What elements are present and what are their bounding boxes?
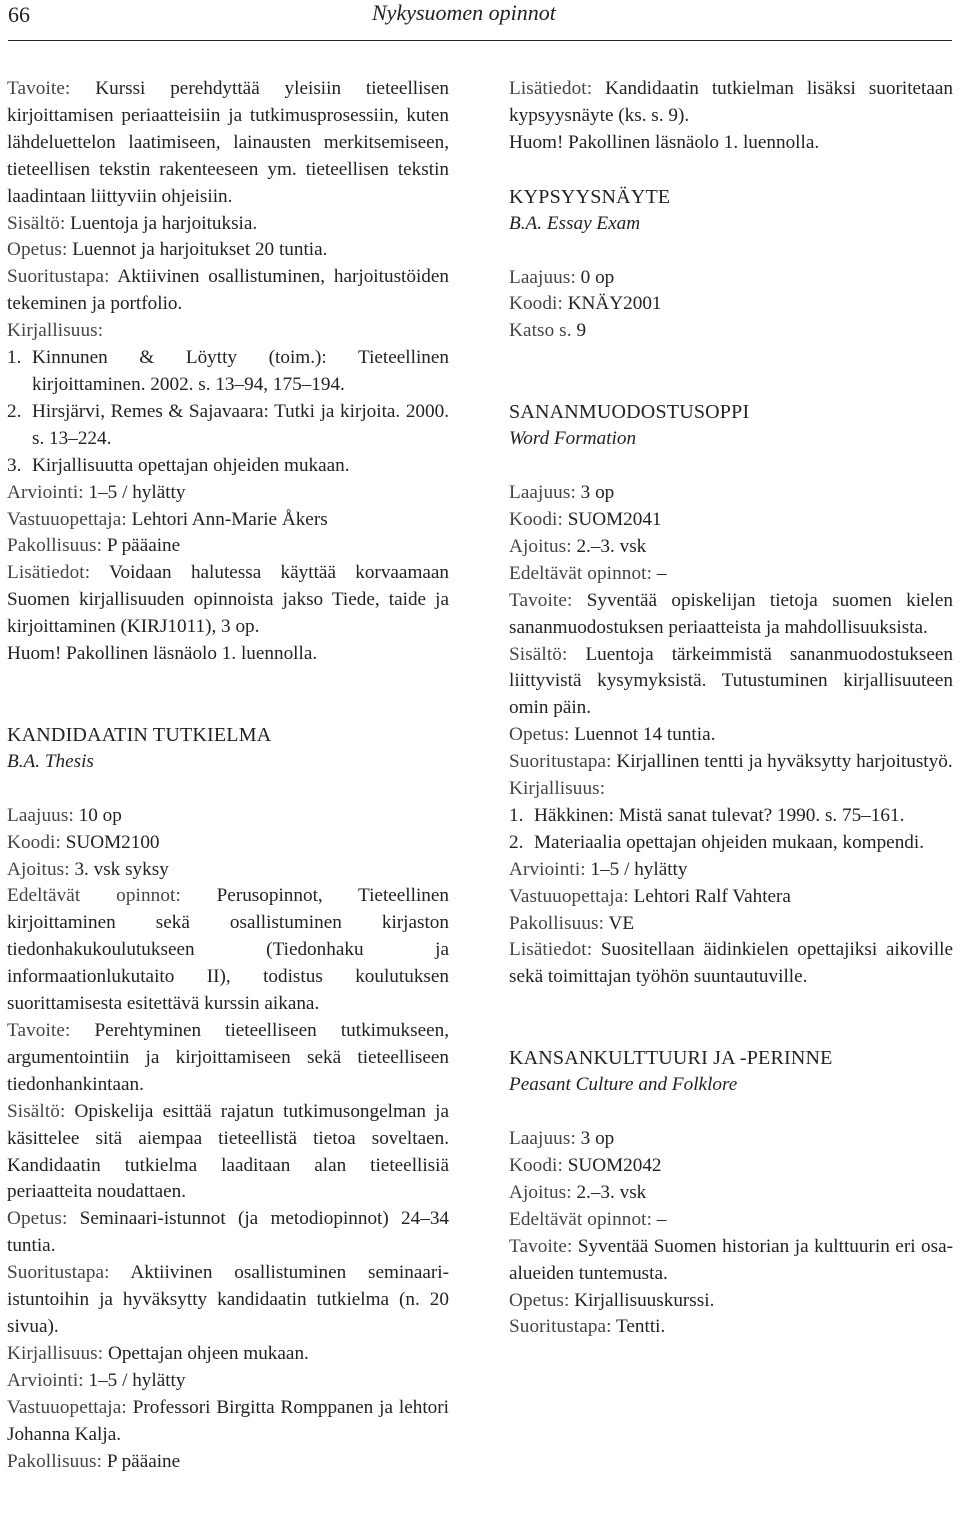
field-label: Pakollisuus: — [509, 912, 605, 934]
ajoitus-field — [509, 534, 953, 561]
pakollisuus-field — [7, 533, 449, 560]
field-label: Lisätiedot: — [509, 78, 593, 99]
pakollisuus-field — [509, 911, 953, 938]
edeltavat-field — [509, 561, 953, 588]
spacer — [509, 157, 953, 184]
spacer — [509, 1018, 953, 1045]
laajuus-field — [509, 480, 953, 507]
sisalto-field — [509, 642, 953, 723]
opetus-field — [7, 1206, 449, 1260]
field-value: Lehtori Ann-Marie Åkers — [131, 508, 328, 530]
field-value: Luentoja tärkeimmistä sananmuodostukseen liittyvistä kysymyksistä. Tutustuminen kirjallisuuteen omin päin. — [509, 643, 953, 719]
field-value: 3. vsk syksy — [74, 858, 169, 880]
field-value: Syventää opiskelijan tietoja suomen kielen sananmuodostuksen periaatteista ja mahdollisuuksista. — [509, 589, 953, 638]
laajuus-field — [509, 265, 953, 292]
kirjallisuus-field — [7, 1341, 449, 1368]
field-label: Suoritustapa: — [7, 1262, 110, 1284]
field-value: 2.–3. vsk — [576, 1181, 647, 1203]
course-title: KANDIDAATIN TUTKIELMA — [7, 723, 272, 746]
kirjallisuus-label: Kirjallisuus: — [509, 778, 606, 800]
field-value: Luentoja ja harjoituksia. — [70, 212, 258, 234]
course-title: SANANMUODOSTUSOPPI — [509, 401, 750, 424]
suoritustapa-field — [509, 749, 953, 776]
field-value: SUOM2042 — [567, 1155, 662, 1176]
lisatiedot-field — [509, 937, 953, 991]
course-title: KANSANKULTTUURI JA -PERINNE — [509, 1047, 833, 1070]
list-item — [7, 399, 449, 453]
list-text: Häkkinen: Mistä sanat tulevat? 1990. s. 75–161. — [534, 804, 905, 826]
laajuus-field — [7, 803, 449, 830]
page-header — [0, 0, 960, 42]
field-value: Perehtyminen tieteelliseen tutkimukseen, argumentointiin ja kirjoittamiseen sekä tieteelliseen tiedonhankintaan. — [7, 1020, 450, 1095]
spacer — [509, 991, 953, 1018]
field-value: Aktiivinen osallistuminen seminaari-istuntoihin ja hyväksytty kandidaatin tutkielma (n. 20 sivua). — [7, 1262, 449, 1337]
field-label: Lisätiedot: — [509, 939, 593, 961]
arviointi-field — [509, 857, 953, 884]
field-label: Sisältö: — [7, 212, 66, 234]
opetus-field — [509, 722, 953, 749]
list-item — [7, 453, 449, 480]
sisalto-field — [7, 1099, 449, 1207]
koodi-field — [7, 830, 449, 857]
spacer — [509, 238, 953, 265]
kirjallisuus-label: Kirjallisuus: — [7, 320, 104, 342]
arviointi-field — [7, 480, 449, 507]
koodi-field — [509, 507, 953, 534]
field-value: Luennot ja harjoitukset 20 tuntia. — [72, 239, 328, 261]
field-label: Pakollisuus: — [7, 535, 103, 557]
field-label: Koodi: — [509, 508, 563, 530]
field-value: SUOM2041 — [567, 508, 662, 530]
field-value: Perusopinnot, Tieteellinen kirjoittaminen sekä osallistuminen kirjaston tiedonhakukoulutukseen (Tiedonhaku ja informaationlukutaito II), todistus koulutuksen suorittamisesta esitettävä kurssin aikana. — [7, 885, 449, 1015]
field-value: 1–5 / hylätty — [590, 858, 688, 880]
field-value: 0 op — [580, 266, 615, 288]
list-number: 2. — [509, 831, 524, 853]
list-text: Materiaalia opettajan ohjeiden mukaan, kompendi. — [534, 831, 925, 853]
lisatiedot-field — [7, 560, 449, 641]
field-label: Opetus: — [7, 239, 68, 261]
field-label: Edeltävät opinnot: — [7, 885, 181, 907]
field-value: Kurssi perehdyttää yleisiin tieteellisen kirjoittamisen periaatteisiin ja tutkimusprosessiin, kuten lähdeluettelon laatimiseen, lainausten merkitsemiseen, tieteellisen tekstin rakenteeseen ym. tieteellisen tekstin laadintaan liittyviin ohjeisiin. — [7, 78, 450, 207]
suoritustapa-field — [7, 264, 449, 318]
field-label: Arviointi: — [7, 481, 84, 503]
course-subtitle: B.A. Thesis — [7, 750, 94, 772]
list-text: Hirsjärvi, Remes & Sajavaara: Tutki ja kirjoita. 2000. s. 13–224. — [32, 400, 449, 449]
field-label: Katso s. — [509, 320, 572, 342]
field-label: Tavoite: — [7, 78, 71, 99]
field-value: Kirjallinen tentti ja hyväksytty harjoitustyö. — [616, 751, 953, 773]
field-value: Voidaan halutessa käyttää korvaamaan Suomen kirjallisuuden opinnoista jakso Tiede, taide ja kirjoittaminen (KIRJ1011), 3 op. — [7, 562, 450, 638]
field-value: 10 op — [78, 804, 122, 826]
opetus-field — [509, 1288, 953, 1315]
field-label: Edeltävät opinnot: — [509, 562, 653, 584]
field-label: Sisältö: — [7, 1100, 66, 1122]
course-subtitle: Peasant Culture and Folklore — [509, 1074, 738, 1096]
field-label: Laajuus: — [509, 1128, 576, 1150]
field-value: Tentti. — [616, 1316, 666, 1338]
header-rule — [8, 40, 952, 41]
field-value: – — [656, 562, 667, 584]
spacer — [7, 668, 449, 695]
lisatiedot-field — [509, 76, 953, 130]
field-label: Arviointi: — [509, 858, 586, 880]
field-value: P pääaine — [106, 1450, 181, 1472]
course-subtitle: Word Formation — [509, 428, 637, 450]
suoritustapa-field — [7, 1260, 449, 1341]
field-value: Suositellaan äidinkielen opettajiksi aikoville sekä toimittajan työhön suuntautuville. — [509, 939, 953, 988]
katso-field — [509, 318, 953, 345]
right-column — [509, 76, 953, 1341]
field-value: – — [656, 1208, 667, 1230]
opetus-field — [7, 237, 449, 264]
field-label: Tavoite: — [7, 1020, 71, 1041]
ajoitus-field — [7, 857, 449, 884]
field-value: Lehtori Ralf Vahtera — [633, 885, 791, 907]
spacer — [509, 372, 953, 399]
tavoite-field — [7, 76, 449, 211]
spacer — [7, 776, 449, 803]
field-value: Syventää Suomen historian ja kulttuurin eri osa-alueiden tuntemusta. — [509, 1235, 953, 1284]
field-label: Edeltävät opinnot: — [509, 1208, 653, 1230]
suoritustapa-field — [509, 1314, 953, 1341]
field-label: Ajoitus: — [7, 858, 70, 880]
koodi-field — [509, 1153, 953, 1180]
course-subtitle: B.A. Essay Exam — [509, 212, 641, 234]
field-label: Pakollisuus: — [7, 1450, 103, 1472]
field-label: Opetus: — [7, 1208, 68, 1230]
field-value: SUOM2100 — [65, 831, 160, 853]
field-value: 9 — [576, 320, 587, 342]
field-label: Vastuuopettaja: — [7, 1396, 127, 1418]
list-number: 2. — [7, 400, 22, 422]
field-value: 1–5 / hylätty — [88, 1369, 186, 1391]
list-item — [509, 803, 953, 830]
list-number: 1. — [7, 347, 22, 369]
spacer — [509, 345, 953, 372]
list-number: 1. — [509, 804, 524, 826]
list-item — [7, 345, 449, 399]
list-text: Kinnunen & Löytty (toim.): Tieteellinen kirjoittaminen. 2002. s. 13–94, 175–194. — [32, 347, 449, 395]
field-value: Kandidaatin tutkielman lisäksi suoritetaan kypsyysnäyte (ks. s. 9). — [509, 78, 954, 126]
field-label: Koodi: — [509, 293, 563, 315]
field-label: Lisätiedot: — [7, 562, 91, 584]
field-label: Kirjallisuus: — [7, 1342, 104, 1364]
field-label: Arviointi: — [7, 1369, 84, 1391]
sisalto-field — [7, 211, 449, 238]
edeltavat-field — [509, 1207, 953, 1234]
field-value: Opettajan ohjeen mukaan. — [107, 1342, 309, 1364]
running-title: Nykysuomen opinnot — [372, 0, 556, 25]
vastuuopettaja-field — [7, 507, 449, 534]
field-label: Laajuus: — [509, 266, 576, 288]
vastuuopettaja-field — [7, 1395, 449, 1449]
field-value: Kirjallisuuskurssi. — [574, 1289, 715, 1311]
field-value: Opiskelija esittää rajatun tutkimusongelman ja käsittelee sitä aiempaa tieteellistä tietoa soveltaen. Kandidaatin tutkielma laaditaan alan tieteellisiä periaatteita noudattaen. — [7, 1100, 450, 1203]
field-value: VE — [608, 912, 635, 934]
spacer — [509, 453, 953, 480]
field-label: Suoritustapa: — [509, 1316, 612, 1338]
field-label: Tavoite: — [509, 589, 573, 611]
field-label: Suoritustapa: — [7, 266, 110, 288]
field-label: Vastuuopettaja: — [509, 885, 629, 907]
field-label: Tavoite: — [509, 1235, 573, 1257]
pakollisuus-field — [7, 1449, 449, 1476]
field-value: 1–5 / hylätty — [88, 481, 186, 503]
field-label: Suoritustapa: — [509, 751, 612, 773]
edeltavat-field — [7, 883, 449, 1018]
field-label: Laajuus: — [7, 804, 74, 826]
left-column — [7, 76, 449, 1475]
koodi-field — [509, 291, 953, 318]
field-value: Aktiivinen osallistuminen, harjoitustöiden tekeminen ja portfolio. — [7, 266, 449, 315]
field-label: Opetus: — [509, 724, 570, 746]
arviointi-field — [7, 1368, 449, 1395]
field-label: Sisältö: — [509, 643, 568, 665]
tavoite-field — [509, 588, 953, 642]
huom-note: Huom! Pakollinen läsnäolo 1. luennolla. — [7, 643, 318, 665]
tavoite-field — [509, 1234, 953, 1288]
field-value: Professori Birgitta Romppanen ja lehtori Johanna Kalja. — [7, 1396, 449, 1445]
field-value: 3 op — [580, 1128, 615, 1150]
field-label: Laajuus: — [509, 482, 576, 504]
spacer — [7, 695, 449, 722]
field-value: Luennot 14 tuntia. — [574, 724, 716, 746]
field-value: KNÄY2001 — [567, 293, 662, 315]
field-label: Ajoitus: — [509, 535, 572, 557]
field-label: Opetus: — [509, 1289, 570, 1311]
field-value: 2.–3. vsk — [576, 535, 647, 557]
field-label: Ajoitus: — [509, 1181, 572, 1203]
field-label: Koodi: — [7, 831, 61, 853]
page-number: 66 — [8, 2, 30, 27]
field-value: P pääaine — [106, 535, 181, 557]
field-value: Seminaari-istunnot (ja metodiopinnot) 24–34 tuntia. — [7, 1208, 450, 1257]
tavoite-field — [7, 1018, 449, 1099]
laajuus-field — [509, 1126, 953, 1153]
huom-note: Huom! Pakollinen läsnäolo 1. luennolla. — [509, 131, 820, 153]
spacer — [509, 1099, 953, 1126]
ajoitus-field — [509, 1180, 953, 1207]
list-text: Kirjallisuutta opettajan ohjeiden mukaan. — [32, 454, 350, 476]
field-label: Vastuuopettaja: — [7, 508, 127, 530]
field-value: 3 op — [580, 482, 615, 504]
course-title: KYPSYYSNÄYTE — [509, 185, 671, 208]
vastuuopettaja-field — [509, 884, 953, 911]
list-item — [509, 830, 953, 857]
list-number: 3. — [7, 454, 22, 476]
field-label: Koodi: — [509, 1155, 563, 1176]
